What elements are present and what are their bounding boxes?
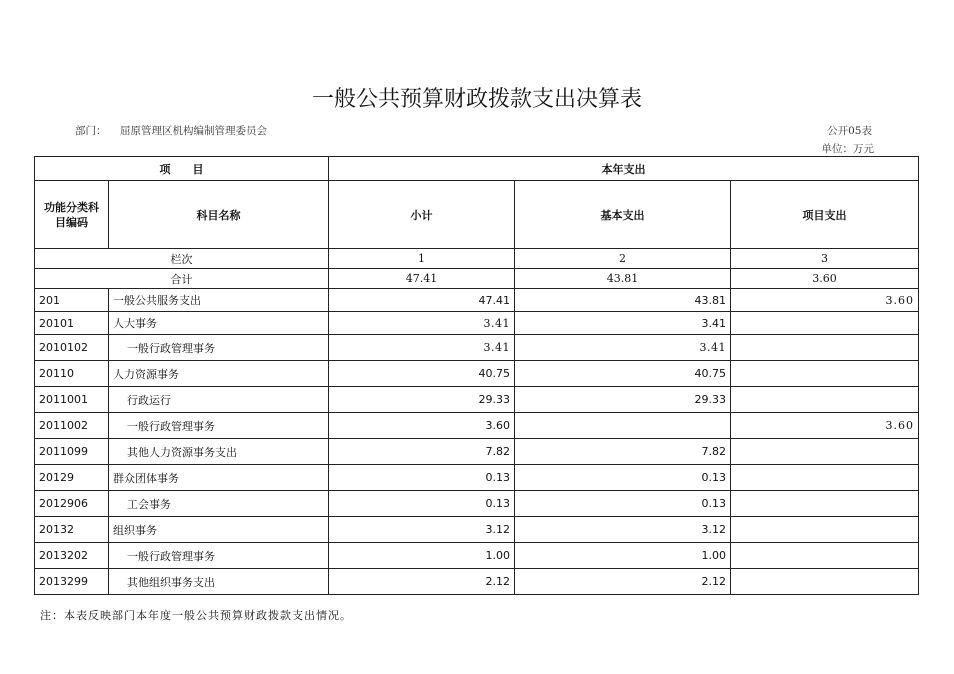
row-name: 群众团体事务 bbox=[109, 465, 329, 491]
row-project bbox=[731, 387, 919, 413]
row-code: 20129 bbox=[35, 465, 109, 491]
row-basic: 0.13 bbox=[515, 465, 731, 491]
row-basic: 40.75 bbox=[515, 361, 731, 387]
header-current-year: 本年支出 bbox=[329, 157, 919, 181]
row-subtotal: 47.41 bbox=[329, 289, 515, 312]
row-project bbox=[731, 312, 919, 335]
row-subtotal: 7.82 bbox=[329, 439, 515, 465]
row-subtotal: 29.33 bbox=[329, 387, 515, 413]
header-basic: 基本支出 bbox=[515, 181, 731, 249]
row-code: 2013299 bbox=[35, 569, 109, 595]
table-row bbox=[35, 387, 919, 413]
row-name: 其他组织事务支出 bbox=[109, 569, 329, 595]
total-project: 3.60 bbox=[731, 269, 919, 289]
page-title: 一般公共预算财政拨款支出决算表 bbox=[311, 87, 642, 112]
header-subtotal: 小计 bbox=[329, 181, 515, 249]
header-project: 项目支出 bbox=[731, 181, 919, 249]
row-name: 人大事务 bbox=[109, 312, 329, 335]
row-project bbox=[731, 439, 919, 465]
row-project bbox=[731, 335, 919, 361]
header-item: 项 目 bbox=[35, 157, 329, 181]
row-name: 一般行政管理事务 bbox=[109, 335, 329, 361]
row-code: 2011099 bbox=[35, 439, 109, 465]
row-code: 2010102 bbox=[35, 335, 109, 361]
row-subtotal: 3.41 bbox=[329, 312, 515, 335]
row-project bbox=[731, 569, 919, 595]
header-subject-name: 科目名称 bbox=[109, 181, 329, 249]
row-name: 人力资源事务 bbox=[109, 361, 329, 387]
row-subtotal: 3.12 bbox=[329, 517, 515, 543]
row-name: 组织事务 bbox=[109, 517, 329, 543]
row-subtotal: 0.13 bbox=[329, 465, 515, 491]
row-project: 3.60 bbox=[731, 289, 919, 312]
row-name: 工会事务 bbox=[109, 491, 329, 517]
table-row bbox=[35, 289, 919, 312]
row-code: 20132 bbox=[35, 517, 109, 543]
row-name: 一般公共服务支出 bbox=[109, 289, 329, 312]
row-project bbox=[731, 517, 919, 543]
row-code: 2013202 bbox=[35, 543, 109, 569]
row-basic: 1.00 bbox=[515, 543, 731, 569]
table-row bbox=[35, 335, 919, 361]
row-code: 2012906 bbox=[35, 491, 109, 517]
row-project bbox=[731, 465, 919, 491]
table-row bbox=[35, 413, 919, 439]
row-basic: 43.81 bbox=[515, 289, 731, 312]
row-basic: 7.82 bbox=[515, 439, 731, 465]
expenditure-table bbox=[34, 156, 919, 595]
row-code: 2011002 bbox=[35, 413, 109, 439]
row-name: 一般行政管理事务 bbox=[109, 543, 329, 569]
table-row bbox=[35, 569, 919, 595]
table-row bbox=[35, 361, 919, 387]
department-label: 部门： bbox=[75, 125, 107, 137]
row-project: 3.60 bbox=[731, 413, 919, 439]
row-name: 其他人力资源事务支出 bbox=[109, 439, 329, 465]
row-name: 行政运行 bbox=[109, 387, 329, 413]
row-basic: 2.12 bbox=[515, 569, 731, 595]
row-basic: 3.41 bbox=[515, 312, 731, 335]
row-project bbox=[731, 361, 919, 387]
row-basic: 0.13 bbox=[515, 491, 731, 517]
row-subtotal: 0.13 bbox=[329, 491, 515, 517]
row-name: 一般行政管理事务 bbox=[109, 413, 329, 439]
unit-label: 单位：万元 bbox=[821, 143, 874, 155]
total-label: 合计 bbox=[35, 269, 329, 289]
row-project bbox=[731, 491, 919, 517]
table-row bbox=[35, 517, 919, 543]
row-subtotal: 3.60 bbox=[329, 413, 515, 439]
column-number-label: 栏次 bbox=[35, 249, 329, 269]
total-basic: 43.81 bbox=[515, 269, 731, 289]
total-subtotal: 47.41 bbox=[329, 269, 515, 289]
row-code: 201 bbox=[35, 289, 109, 312]
table-row bbox=[35, 543, 919, 569]
table-row bbox=[35, 439, 919, 465]
row-code: 20110 bbox=[35, 361, 109, 387]
form-number: 公开05表 bbox=[827, 125, 872, 137]
table-row bbox=[35, 312, 919, 335]
table-row bbox=[35, 465, 919, 491]
row-subtotal: 2.12 bbox=[329, 569, 515, 595]
row-basic: 3.41 bbox=[515, 335, 731, 361]
column-number-2: 2 bbox=[515, 249, 731, 269]
column-number-3: 3 bbox=[731, 249, 919, 269]
row-subtotal: 40.75 bbox=[329, 361, 515, 387]
row-basic: 3.12 bbox=[515, 517, 731, 543]
department-name: 屈原管理区机构编制管理委员会 bbox=[120, 125, 267, 137]
row-code: 2011001 bbox=[35, 387, 109, 413]
row-basic bbox=[515, 413, 731, 439]
row-subtotal: 3.41 bbox=[329, 335, 515, 361]
table-row bbox=[35, 491, 919, 517]
column-number-1: 1 bbox=[329, 249, 515, 269]
row-project bbox=[731, 543, 919, 569]
header-func-code: 功能分类科目编码 bbox=[35, 181, 109, 249]
footnote: 注：本表反映部门本年度一般公共预算财政拨款支出情况。 bbox=[40, 609, 352, 622]
row-code: 20101 bbox=[35, 312, 109, 335]
row-subtotal: 1.00 bbox=[329, 543, 515, 569]
row-basic: 29.33 bbox=[515, 387, 731, 413]
